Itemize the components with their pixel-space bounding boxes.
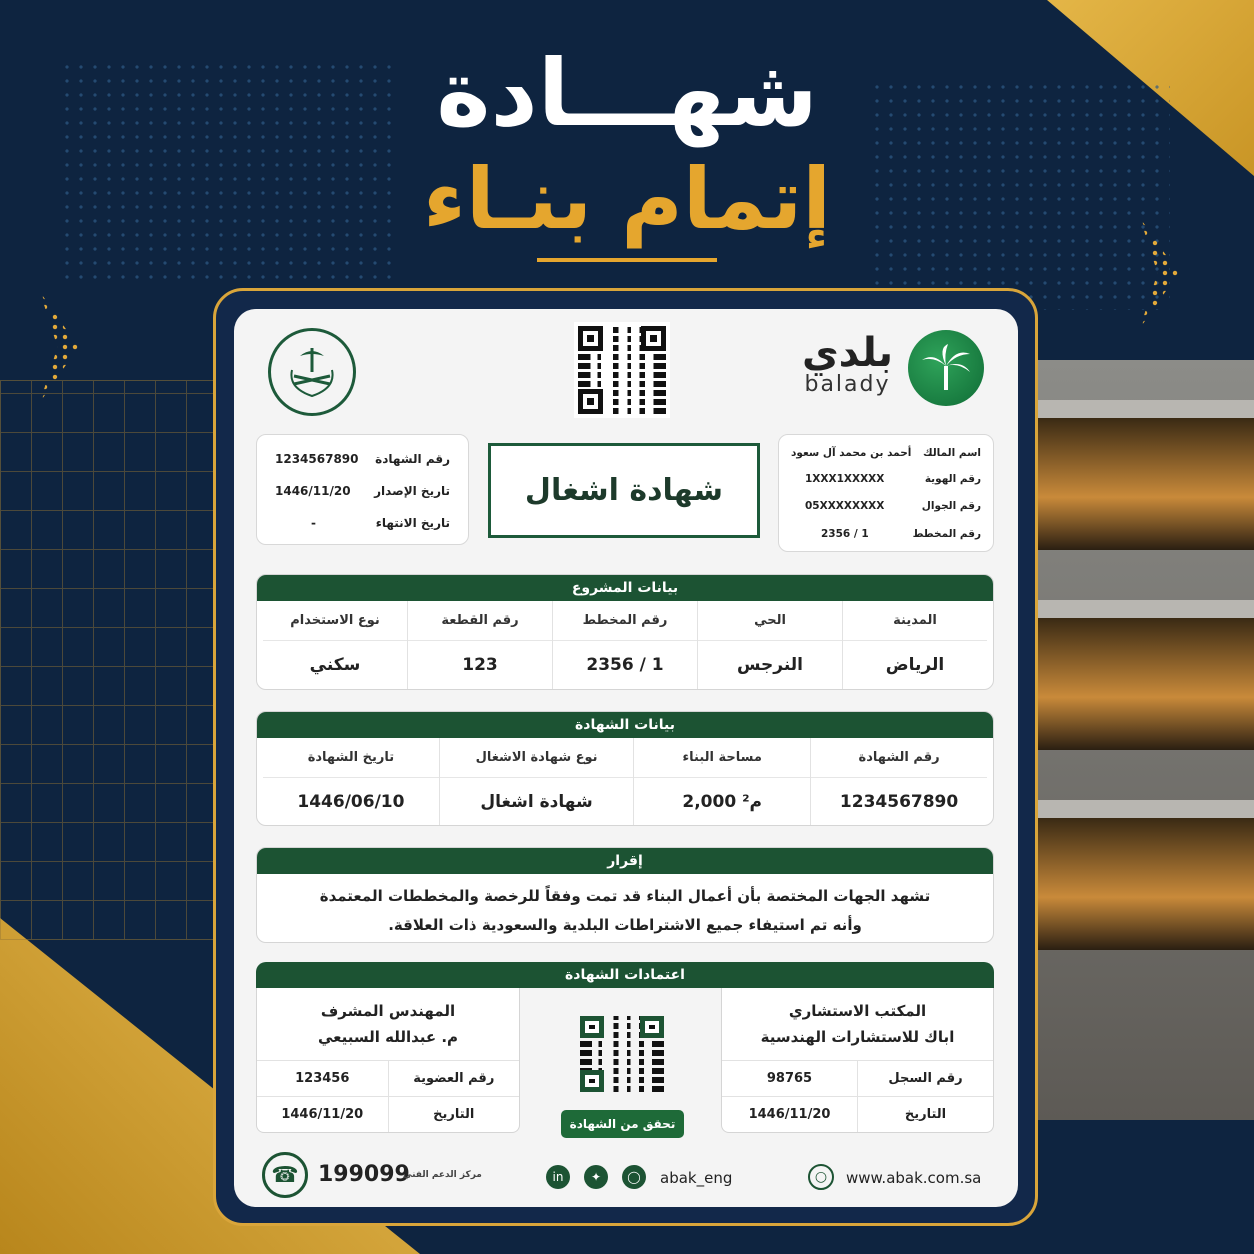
info-label: اسم المالك	[922, 447, 981, 459]
date-value: 1446/11/20	[281, 1107, 364, 1122]
col-header: رقم المخطط	[553, 601, 697, 641]
project-col	[552, 601, 697, 689]
section-heading: إقرار	[257, 848, 993, 874]
col-value: 1446/06/10	[297, 792, 405, 812]
col-header: المدينة	[843, 601, 987, 641]
certificate-info-box	[256, 434, 469, 545]
linkedin-icon[interactable]: in	[546, 1165, 570, 1189]
certificate-col	[439, 738, 633, 826]
col-value: 2,000 م²	[682, 792, 763, 812]
certificate-col	[810, 738, 987, 826]
col-header: رقم القطعة	[408, 601, 552, 641]
declaration-line: وأنه تم استيفاء جميع الاشتراطات البلدية والسعودية ذات العلاقة.	[388, 916, 862, 934]
website-link[interactable]: www.abak.com.sa	[846, 1169, 982, 1187]
globe-icon: ○	[808, 1164, 834, 1190]
qr-code-icon	[574, 322, 670, 418]
col-value: 1234567890	[839, 792, 959, 812]
support-label: مركز الدعم الفني	[403, 1170, 482, 1180]
certificate-section	[256, 711, 994, 826]
info-value: 1234567890	[275, 452, 359, 466]
info-row	[257, 509, 468, 537]
brand-name-en: balady	[804, 372, 891, 397]
info-row	[257, 445, 468, 473]
engineer-date-row	[257, 1096, 519, 1132]
wireframe-building	[0, 380, 230, 940]
col-value: 123	[462, 655, 498, 675]
support-number[interactable]: 199099	[318, 1162, 410, 1187]
project-columns	[257, 601, 993, 689]
social-handle[interactable]: abak_eng	[660, 1169, 733, 1187]
certificate-col	[263, 738, 439, 826]
declaration-section	[256, 847, 994, 943]
project-col	[263, 601, 407, 689]
engineer-name: م. عبدالله السبيعي	[317, 1028, 459, 1046]
section-heading: بيانات الشهادة	[257, 712, 993, 738]
col-header: الحي	[698, 601, 842, 641]
date-label: التاريخ	[388, 1097, 520, 1132]
phone-icon[interactable]: ☎	[262, 1152, 308, 1198]
info-row	[779, 520, 993, 548]
info-row	[257, 477, 468, 505]
balady-logo-icon	[908, 330, 984, 406]
reg-value: 98765	[766, 1071, 813, 1086]
col-value: سكني	[309, 655, 361, 675]
info-row	[779, 465, 993, 493]
project-col	[697, 601, 842, 689]
office-reg-row	[722, 1060, 993, 1096]
project-col	[407, 601, 552, 689]
title-underline	[537, 258, 717, 262]
info-value: 1XXX1XXXXX	[805, 473, 885, 485]
consulting-office-box	[721, 988, 994, 1133]
col-value: النرجس	[736, 655, 803, 675]
info-label: تاريخ الإصدار	[374, 484, 450, 498]
info-value: -	[311, 516, 316, 530]
col-header: تاريخ الشهادة	[263, 738, 439, 778]
info-value: 1446/11/20	[275, 484, 351, 498]
date-value: 1446/11/20	[748, 1107, 831, 1122]
info-row	[779, 492, 993, 520]
brand-name-ar: بلدي	[801, 330, 894, 376]
member-label: رقم العضوية	[388, 1061, 520, 1096]
date-label: التاريخ	[857, 1097, 993, 1132]
owner-info-box	[778, 434, 994, 552]
section-heading: اعتمادات الشهادة	[256, 962, 994, 988]
section-heading: بيانات المشروع	[257, 575, 993, 601]
declaration-text	[257, 874, 993, 940]
engineer-member-row	[257, 1060, 519, 1096]
certificate-type-title: شهادة اشغال	[488, 443, 760, 538]
reg-label: رقم السجل	[857, 1061, 993, 1096]
col-value: شهادة اشغال	[480, 792, 593, 812]
info-value: 2356 / 1	[821, 528, 869, 540]
supervising-engineer-box	[256, 988, 520, 1133]
info-value: أحمد بن محمد آل سعود	[791, 447, 912, 459]
declaration-line: تشهد الجهات المختصة بأن أعمال البناء قد تمت وفقاً للرخصة والمخططات المعتمدة	[319, 887, 931, 905]
col-header: مساحة البناء	[634, 738, 810, 778]
project-col	[842, 601, 987, 689]
member-value: 123456	[295, 1071, 350, 1086]
verify-qr-code-icon	[576, 1012, 668, 1096]
col-value: 2356 / 1	[586, 655, 664, 675]
office-name: اباك للاستشارات الهندسية	[760, 1028, 955, 1046]
instagram-icon[interactable]: ◯	[622, 1165, 646, 1189]
certificate-col	[633, 738, 810, 826]
project-section	[256, 574, 994, 690]
office-title: المكتب الاستشاري	[788, 1002, 927, 1020]
info-label: تاريخ الانتهاء	[375, 516, 450, 530]
col-value: الرياض	[885, 655, 945, 675]
page-subtitle: إتمام بنـاء	[422, 150, 832, 248]
approvals-header	[256, 962, 994, 988]
info-value: 05XXXXXXXX	[805, 500, 885, 512]
saudi-emblem-icon	[268, 328, 356, 416]
office-date-row	[722, 1096, 993, 1132]
info-label: رقم الجوال	[921, 500, 981, 512]
info-row	[779, 439, 993, 467]
engineer-title: المهندس المشرف	[320, 1002, 456, 1020]
info-label: رقم الشهادة	[375, 452, 450, 466]
col-header: نوع شهادة الاشغال	[440, 738, 633, 778]
col-header: رقم الشهادة	[811, 738, 987, 778]
info-label: رقم الهوية	[924, 473, 981, 485]
certificate-columns	[257, 738, 993, 826]
twitter-icon[interactable]: ✦	[584, 1165, 608, 1189]
col-header: نوع الاستخدام	[263, 601, 407, 641]
page-title: شهـــادة	[436, 40, 818, 147]
info-label: رقم المخطط	[912, 528, 981, 540]
verify-certificate-button[interactable]: تحقق من الشهادة	[561, 1110, 684, 1138]
